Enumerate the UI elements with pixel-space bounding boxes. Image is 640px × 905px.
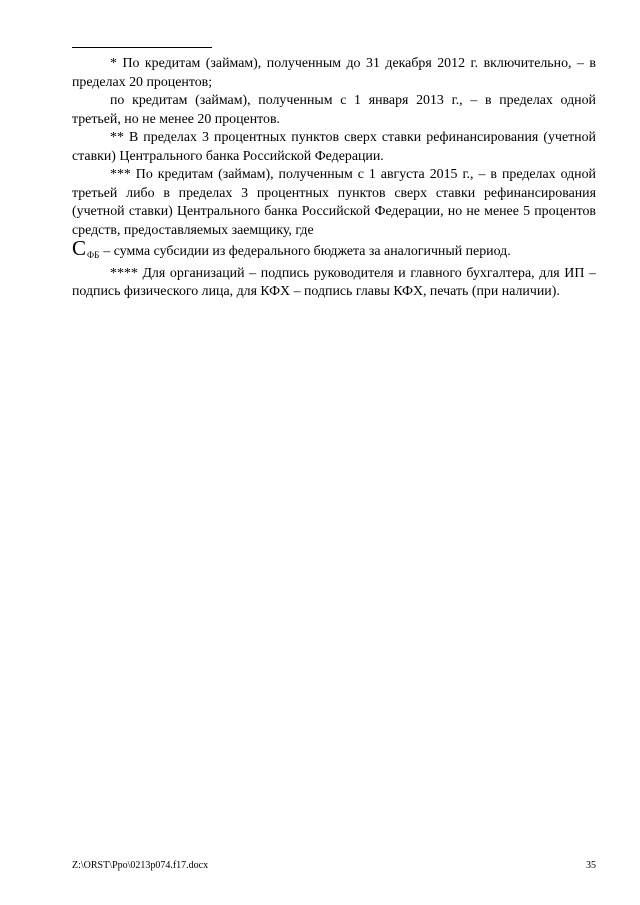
formula-letter: С <box>72 236 87 260</box>
footnote-3-formula-line <box>72 236 596 265</box>
footer-file-path: Z:\ORST\Ppo\0213p074.f17.docx <box>72 860 209 871</box>
formula-subscript: ФБ <box>87 250 100 260</box>
footnote-1a: * По кредитам (займам), полученным до 31 декабря 2012 г. включительно, – в пределах 20 процентов; <box>72 56 596 90</box>
footnote-separator <box>72 47 212 48</box>
footnote-2: ** В пределах 3 процентных пунктов сверх ставки рефинансирования (учетной ставки) Центрального банка Российской Федерации. <box>72 130 596 164</box>
footnote-3-tail: – сумма субсидии из федерального бюджета за аналогичный период. <box>103 244 511 259</box>
page-number: 35 <box>586 860 596 871</box>
formula-symbol <box>72 236 103 260</box>
footnote-1b: по кредитам (займам), полученным с 1 января 2013 г., – в пределах одной третьей, но не менее 20 процентов. <box>72 93 596 127</box>
footnote-4: **** Для организаций – подпись руководителя и главного бухгалтера, для ИП – подпись физического лица, для КФХ – подпись главы КФХ, печать (при наличии). <box>72 265 596 299</box>
footnote-3: *** По кредитам (займам), полученным с 1 августа 2015 г., – в пределах одной третьей либо в пределах 3 процентных пунктов сверх ставки рефинансирования (учетной ставки) Центрального банка Российской Федерации, но не менее 5 процентов средств, предоставляемых заемщику, где <box>72 167 596 238</box>
footnotes-block <box>72 55 596 302</box>
